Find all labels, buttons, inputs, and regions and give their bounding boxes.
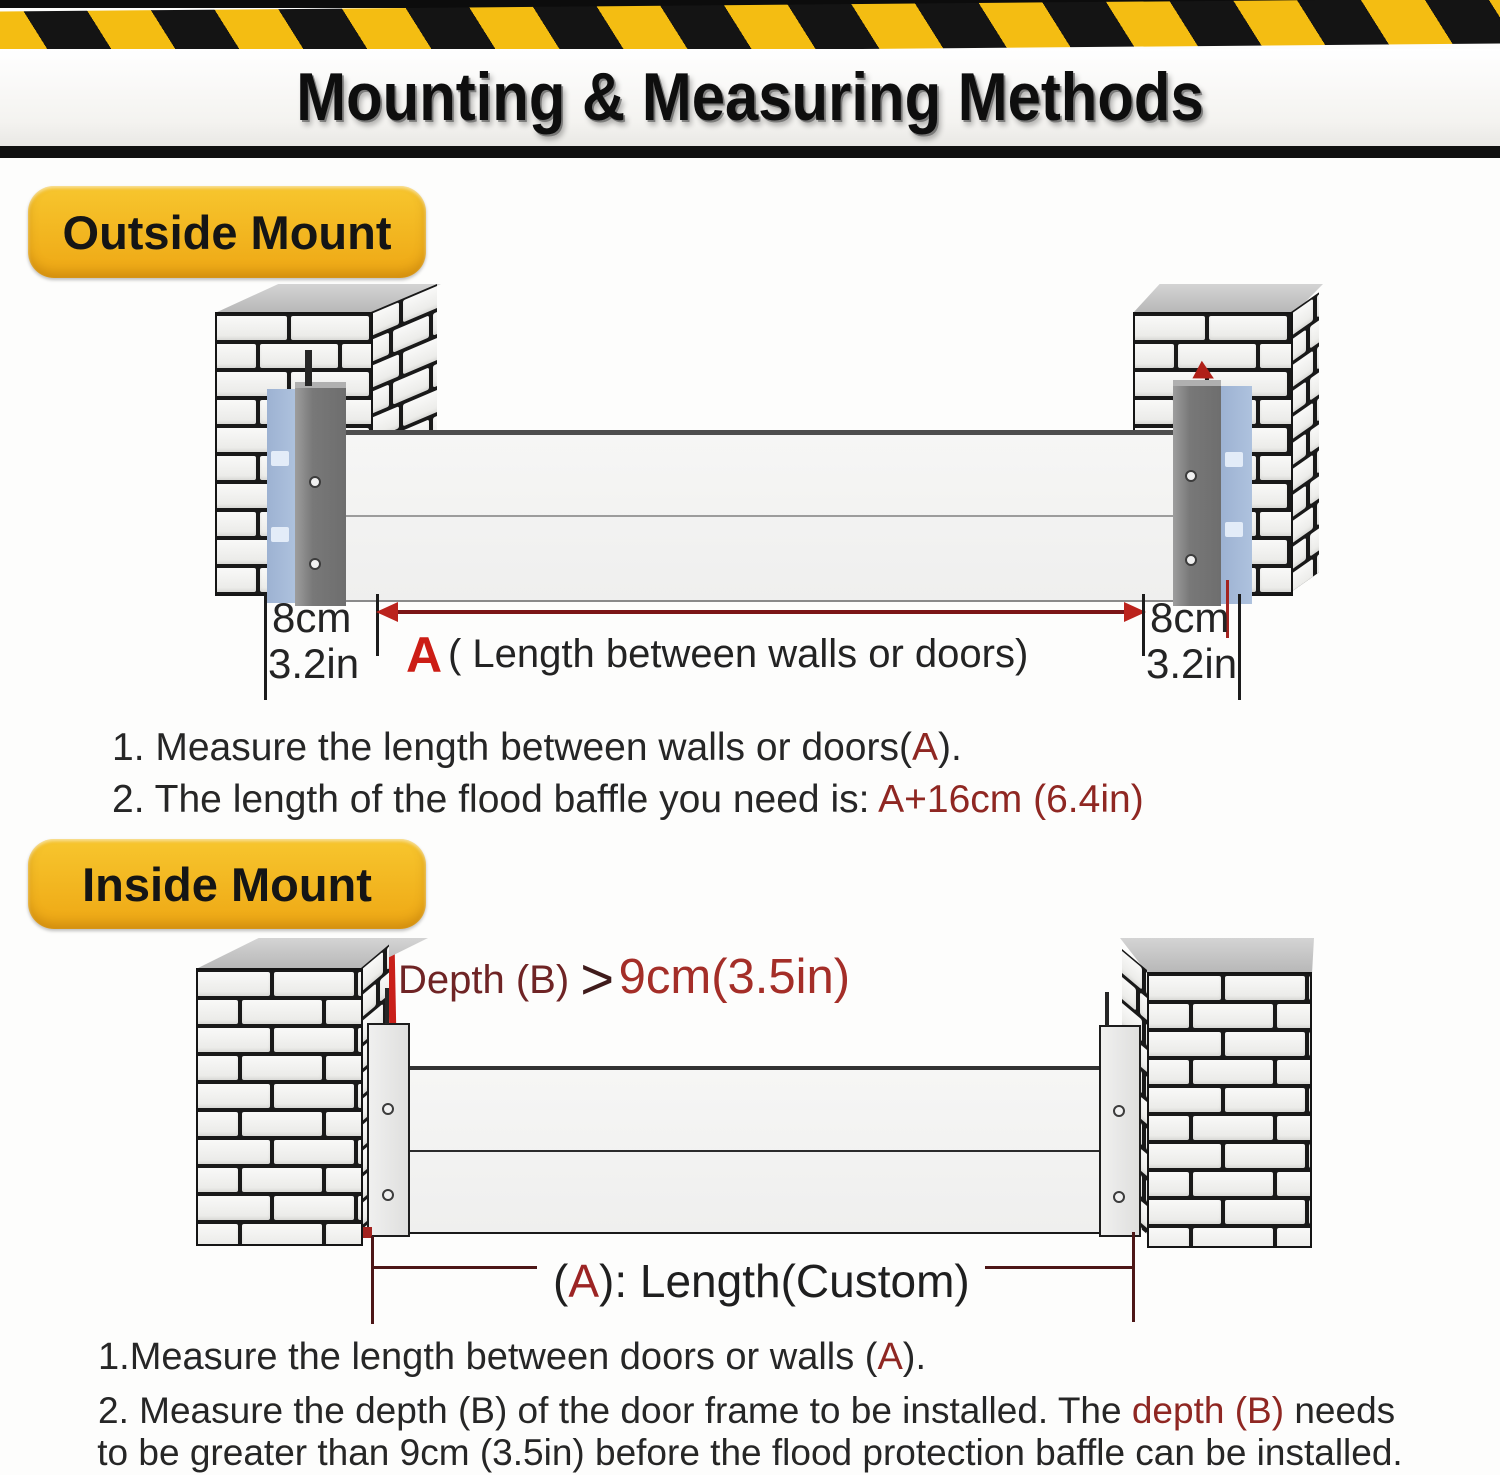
dimension-line: [1132, 1232, 1135, 1322]
left-mount-bracket: [367, 1023, 410, 1237]
screw-hole-icon: [309, 476, 321, 488]
outside-mount-label-text: Outside Mount: [62, 205, 392, 259]
anchor-pin: [1105, 992, 1109, 1026]
depth-label: Depth (B): [398, 958, 581, 1002]
flood-barrier-panel: [408, 1066, 1101, 1234]
anchor-pin: [385, 988, 389, 1024]
barrier-board-seam: [344, 515, 1177, 517]
dimension-a-caption: ( Length between walls or doors): [448, 632, 1029, 676]
right-offset-in: 3.2in: [1146, 640, 1238, 687]
screw-hole-icon: [1185, 470, 1197, 482]
left-offset-in: 3.2in: [268, 640, 360, 687]
right-pillar-side-face: [1291, 292, 1319, 592]
inside-mount-label-text: Inside Mount: [82, 857, 372, 911]
header-divider-bar: [0, 146, 1500, 158]
length-formula: A+16cm (6.4in): [878, 778, 1144, 821]
inside-step-2: 2. Measure the depth (B) of the door frame to be installed. The depth (B) needs: [98, 1390, 1396, 1431]
length-arrow: [396, 610, 1126, 614]
dimension-extension-line: [371, 1266, 537, 1269]
screw-hole-icon: [382, 1189, 394, 1201]
flood-barrier-panel: [344, 430, 1177, 602]
dimension-line: [371, 1236, 374, 1324]
custom-length-label: (A): Length(Custom): [553, 1255, 970, 1307]
arrow-left-icon: [376, 602, 398, 622]
step-a-ref: A: [877, 1336, 903, 1378]
dimension-extension-line: [985, 1266, 1135, 1269]
seal-tab: [1225, 452, 1243, 467]
depth-requirement-note: [398, 946, 850, 1013]
left-mount-bracket: [295, 382, 346, 606]
outside-step-1: 1. Measure the length between walls or doors(A).: [112, 726, 962, 769]
left-pillar-brick-face: [196, 968, 363, 1246]
seal-tab: [271, 527, 289, 542]
dimension-line: [264, 594, 267, 700]
outside-mount-label: [28, 186, 426, 278]
inside-step-1: 1.Measure the length between doors or walls (A).: [98, 1336, 927, 1378]
seal-tab: [271, 451, 289, 466]
right-mount-bracket: [1099, 1025, 1141, 1237]
dimension-line: [1238, 594, 1241, 700]
dimension-a-letter: A: [406, 627, 443, 683]
anchor-pin: [305, 350, 312, 386]
dimension-tick: [1142, 594, 1145, 656]
screw-hole-icon: [1113, 1105, 1125, 1117]
screw-hole-icon: [309, 558, 321, 570]
right-pillar-top-slab: [1120, 938, 1314, 973]
page-title: Mounting & Measuring Methods: [296, 59, 1204, 135]
screw-hole-icon: [1185, 554, 1197, 566]
seal-tab: [1225, 522, 1243, 537]
dimension-a-letter: A: [568, 1255, 600, 1307]
left-offset-cm: 8cm: [272, 594, 352, 641]
screw-hole-icon: [1113, 1191, 1125, 1203]
right-pillar-brick-face: [1147, 972, 1312, 1248]
step-a-ref: A: [911, 726, 938, 769]
depth-value: 9cm(3.5in): [618, 950, 851, 1004]
inside-mount-label: [28, 839, 426, 929]
right-offset-cm: 8cm: [1150, 594, 1230, 641]
right-seal-strip: [1221, 386, 1252, 604]
screw-hole-icon: [382, 1103, 394, 1115]
left-seal-strip: [267, 389, 296, 603]
depth-b-ref: depth (B): [1131, 1390, 1285, 1431]
right-mount-bracket: [1173, 380, 1221, 606]
greater-than-sign: >: [580, 947, 615, 1012]
outside-step-2: 2. The length of the flood baffle you need is: A+16cm (6.4in): [112, 778, 1144, 821]
inside-step-2-continued: to be greater than 9cm (3.5in) before the flood protection baffle can be installed.: [97, 1432, 1403, 1473]
barrier-board-seam: [410, 1150, 1099, 1152]
